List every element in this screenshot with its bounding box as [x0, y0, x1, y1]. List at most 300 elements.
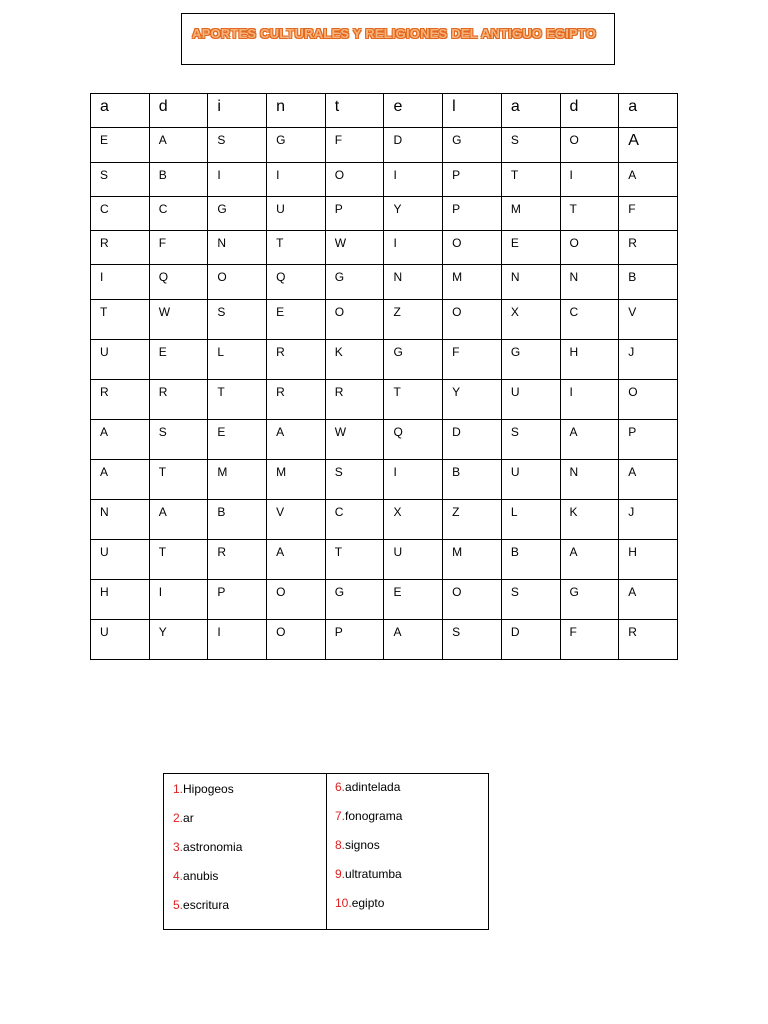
grid-cell — [91, 540, 150, 580]
grid-cell — [208, 500, 267, 540]
grid-letter: T — [510, 168, 519, 182]
grid-cell — [325, 231, 384, 265]
grid-letter: I — [100, 270, 104, 284]
grid-cell — [325, 163, 384, 197]
grid-letter: O — [276, 585, 286, 599]
grid-cell — [149, 231, 208, 265]
grid-letter: T — [276, 236, 284, 250]
grid-letter: A — [628, 585, 637, 599]
grid-cell — [149, 94, 208, 128]
grid-letter: U — [510, 465, 520, 479]
grid-letter: L — [217, 345, 225, 359]
grid-letter: C — [100, 202, 109, 216]
grid-letter: O — [217, 270, 227, 284]
grid-cell — [149, 460, 208, 500]
grid-letter: M — [452, 545, 463, 559]
grid-row — [91, 500, 678, 540]
grid-cell — [267, 420, 326, 460]
page-title: APORTES CULTURALES Y RELIGIONES DEL ANTIGUO EGIPTO — [192, 26, 597, 41]
grid-letter: S — [452, 625, 461, 639]
grid-letter: A — [628, 465, 637, 479]
grid-letter: O — [276, 625, 286, 639]
grid-letter: F — [628, 202, 636, 216]
grid-letter: O — [334, 168, 345, 182]
grid-letter: W — [158, 305, 171, 319]
grid-cell — [384, 380, 443, 420]
grid-cell — [443, 620, 502, 660]
grid-cell — [325, 94, 384, 128]
grid-letter: T — [158, 465, 167, 479]
word-item: 1.Hipogeos — [173, 782, 234, 796]
grid-letter: O — [628, 385, 638, 399]
grid-cell — [267, 580, 326, 620]
grid-cell — [325, 620, 384, 660]
grid-cell — [149, 620, 208, 660]
grid-letter: M — [452, 270, 463, 284]
grid-cell — [619, 620, 678, 660]
grid-cell — [149, 340, 208, 380]
grid-letter: P — [217, 585, 226, 599]
grid-letter: I — [217, 625, 221, 639]
grid-cell — [208, 420, 267, 460]
grid-letter: e — [393, 98, 403, 115]
grid-letter: J — [628, 345, 635, 359]
grid-cell — [619, 231, 678, 265]
grid-letter: Y — [158, 625, 167, 639]
grid-cell — [325, 300, 384, 340]
grid-cell — [267, 163, 326, 197]
grid-cell — [208, 231, 267, 265]
grid-letter: K — [334, 345, 343, 359]
grid-cell — [443, 300, 502, 340]
grid-letter: F — [452, 345, 460, 359]
grid-cell — [208, 94, 267, 128]
grid-letter: T — [393, 385, 401, 399]
grid-letter: U — [393, 545, 403, 559]
grid-cell — [560, 231, 619, 265]
grid-cell — [267, 340, 326, 380]
grid-letter: P — [334, 625, 343, 639]
grid-letter: T — [334, 545, 343, 559]
word-item: 8.signos — [335, 838, 380, 852]
grid-row — [91, 460, 678, 500]
grid-row — [91, 128, 678, 163]
grid-letter: A — [393, 625, 402, 639]
grid-cell — [208, 460, 267, 500]
grid-letter: D — [393, 133, 403, 147]
grid-cell — [501, 163, 560, 197]
grid-letter: a — [628, 98, 638, 115]
grid-letter: R — [276, 385, 285, 399]
grid-letter: O — [452, 305, 462, 319]
grid-letter: J — [628, 505, 635, 519]
grid-letter: N — [393, 270, 403, 284]
grid-letter: A — [628, 132, 639, 149]
word-item: 7.fonograma — [335, 809, 403, 823]
grid-letter: G — [334, 270, 345, 284]
grid-letter: I — [393, 236, 397, 250]
grid-cell — [619, 540, 678, 580]
grid-cell — [149, 420, 208, 460]
word-item: 2.ar — [173, 811, 194, 825]
grid-cell — [91, 128, 150, 163]
grid-letter: O — [569, 236, 579, 250]
grid-cell — [91, 380, 150, 420]
grid-cell — [560, 300, 619, 340]
grid-letter: U — [100, 625, 109, 639]
grid-letter: G — [452, 133, 462, 147]
grid-letter: S — [510, 425, 519, 439]
grid-letter: A — [276, 425, 285, 439]
grid-cell — [619, 300, 678, 340]
grid-letter: H — [628, 545, 637, 559]
grid-cell — [91, 265, 150, 300]
grid-letter: E — [158, 345, 167, 359]
grid-letter: I — [393, 465, 397, 479]
grid-cell — [267, 231, 326, 265]
grid-cell — [208, 340, 267, 380]
grid-cell — [560, 380, 619, 420]
grid-letter: P — [334, 202, 343, 216]
grid-cell — [91, 580, 150, 620]
grid-letter: N — [569, 465, 579, 479]
grid-cell — [208, 128, 267, 163]
grid-letter: B — [510, 545, 519, 559]
grid-cell — [149, 265, 208, 300]
grid-cell — [560, 94, 619, 128]
grid-letter: I — [158, 585, 163, 599]
grid-letter: I — [569, 168, 573, 182]
grid-cell — [91, 620, 150, 660]
grid-letter: D — [452, 425, 461, 439]
grid-cell — [267, 380, 326, 420]
grid-letter: S — [334, 465, 343, 479]
grid-letter: H — [100, 585, 109, 599]
grid-cell — [619, 94, 678, 128]
grid-cell — [384, 94, 443, 128]
grid-row — [91, 197, 678, 231]
grid-letter: O — [452, 585, 462, 599]
grid-letter: R — [100, 236, 109, 250]
grid-letter: A — [628, 168, 637, 182]
grid-cell — [560, 500, 619, 540]
grid-cell — [619, 163, 678, 197]
grid-cell — [325, 420, 384, 460]
grid-letter: Q — [393, 425, 403, 439]
grid-cell — [619, 380, 678, 420]
grid-letter: U — [100, 545, 109, 559]
grid-row — [91, 580, 678, 620]
grid-letter: E — [393, 585, 402, 599]
grid-cell — [208, 380, 267, 420]
grid-cell — [443, 460, 502, 500]
grid-cell — [267, 500, 326, 540]
grid-letter: S — [510, 133, 519, 147]
grid-cell — [619, 420, 678, 460]
grid-cell — [91, 300, 150, 340]
grid-row — [91, 540, 678, 580]
grid-letter: O — [569, 133, 579, 147]
grid-row — [91, 340, 678, 380]
grid-row — [91, 163, 678, 197]
word-list-left — [173, 782, 242, 927]
grid-cell — [560, 128, 619, 163]
grid-cell — [149, 500, 208, 540]
word-item: 6.adintelada — [335, 780, 401, 794]
grid-cell — [384, 340, 443, 380]
grid-letter: A — [569, 425, 578, 439]
grid-letter: X — [393, 505, 402, 519]
grid-cell — [325, 197, 384, 231]
word-item: 4.anubis — [173, 869, 219, 883]
grid-cell — [267, 94, 326, 128]
grid-letter: G — [334, 585, 345, 599]
grid-letter: R — [217, 545, 227, 559]
grid-cell — [267, 540, 326, 580]
grid-letter: R — [158, 385, 168, 399]
grid-cell — [501, 620, 560, 660]
grid-cell — [384, 128, 443, 163]
grid-row — [91, 94, 678, 128]
grid-letter: O — [452, 236, 462, 250]
grid-letter: K — [569, 505, 578, 519]
grid-letter: C — [158, 202, 168, 216]
grid-letter: Q — [276, 270, 286, 284]
grid-letter: P — [452, 202, 461, 216]
grid-letter: B — [452, 465, 461, 479]
grid-letter: I — [569, 385, 573, 399]
grid-cell — [325, 540, 384, 580]
grid-letter: O — [334, 305, 345, 319]
grid-cell — [443, 580, 502, 620]
grid-cell — [91, 197, 150, 231]
grid-letter: a — [100, 98, 109, 115]
grid-letter: M — [217, 465, 228, 479]
grid-cell — [384, 620, 443, 660]
grid-letter: n — [276, 98, 285, 115]
grid-letter: Y — [393, 202, 402, 216]
grid-cell — [208, 197, 267, 231]
grid-letter: U — [276, 202, 285, 216]
grid-letter: W — [334, 425, 347, 439]
grid-letter: X — [510, 305, 519, 319]
word-item: 3.astronomia — [173, 840, 243, 854]
grid-cell — [501, 197, 560, 231]
grid-cell — [619, 580, 678, 620]
grid-letter: A — [276, 545, 285, 559]
grid-letter: S — [217, 305, 226, 319]
grid-cell — [267, 197, 326, 231]
grid-cell — [560, 265, 619, 300]
grid-letter: l — [452, 98, 456, 115]
grid-cell — [208, 620, 267, 660]
grid-row — [91, 300, 678, 340]
grid-cell — [443, 540, 502, 580]
grid-cell — [267, 620, 326, 660]
grid-letter: N — [100, 505, 109, 519]
grid-cell — [619, 500, 678, 540]
grid-letter: R — [628, 625, 637, 639]
grid-letter: T — [217, 385, 225, 399]
grid-cell — [267, 300, 326, 340]
grid-cell — [384, 163, 443, 197]
grid-cell — [91, 500, 150, 540]
grid-cell — [208, 163, 267, 197]
grid-letter: C — [569, 305, 579, 319]
grid-cell — [501, 128, 560, 163]
grid-letter: I — [217, 168, 221, 182]
grid-letter: V — [276, 505, 285, 519]
grid-letter: N — [510, 270, 520, 284]
grid-cell — [149, 380, 208, 420]
grid-cell — [443, 197, 502, 231]
grid-cell — [619, 460, 678, 500]
grid-cell — [149, 580, 208, 620]
grid-letter: L — [510, 505, 518, 519]
grid-letter: a — [510, 98, 520, 115]
grid-cell — [91, 231, 150, 265]
grid-row — [91, 231, 678, 265]
grid-letter: d — [569, 98, 579, 115]
grid-letter: T — [158, 545, 167, 559]
grid-cell — [149, 540, 208, 580]
grid-cell — [501, 380, 560, 420]
grid-letter: Q — [158, 270, 169, 284]
grid-cell — [384, 231, 443, 265]
grid-cell — [501, 500, 560, 540]
grid-letter: P — [452, 168, 461, 182]
grid-cell — [560, 340, 619, 380]
grid-cell — [149, 197, 208, 231]
grid-letter: W — [334, 236, 347, 250]
grid-letter: Z — [393, 305, 401, 319]
grid-letter: F — [158, 236, 167, 250]
grid-letter: i — [217, 98, 221, 115]
grid-cell — [560, 163, 619, 197]
grid-cell — [501, 460, 560, 500]
grid-letter: Y — [452, 385, 461, 399]
grid-cell — [91, 340, 150, 380]
grid-cell — [443, 265, 502, 300]
grid-letter: H — [569, 345, 579, 359]
grid-letter: G — [510, 345, 521, 359]
grid-letter: d — [158, 98, 168, 115]
grid-letter: B — [628, 270, 637, 284]
grid-cell — [501, 340, 560, 380]
grid-cell — [501, 300, 560, 340]
grid-cell — [384, 197, 443, 231]
grid-cell — [560, 620, 619, 660]
grid-letter: B — [217, 505, 226, 519]
grid-letter: I — [276, 168, 280, 182]
grid-letter: F — [569, 625, 577, 639]
grid-cell — [149, 128, 208, 163]
grid-letter: N — [569, 270, 579, 284]
grid-row — [91, 620, 678, 660]
grid-cell — [91, 94, 150, 128]
word-search-grid — [90, 93, 678, 660]
grid-cell — [443, 380, 502, 420]
grid-letter: G — [276, 133, 286, 147]
word-item: 5.escritura — [173, 898, 230, 912]
grid-cell — [384, 460, 443, 500]
grid-cell — [91, 163, 150, 197]
grid-letter: C — [334, 505, 344, 519]
grid-letter: U — [510, 385, 520, 399]
grid-letter: E — [510, 236, 519, 250]
grid-cell — [384, 500, 443, 540]
grid-cell — [325, 128, 384, 163]
grid-cell — [325, 580, 384, 620]
grid-cell — [325, 500, 384, 540]
grid-letter: B — [158, 168, 167, 182]
grid-cell — [443, 420, 502, 460]
grid-cell — [443, 340, 502, 380]
grid-cell — [501, 420, 560, 460]
grid-cell — [208, 540, 267, 580]
grid-letter: A — [100, 425, 109, 439]
grid-letter: A — [158, 133, 167, 147]
grid-letter: M — [510, 202, 521, 216]
grid-cell — [384, 265, 443, 300]
grid-letter: R — [628, 236, 637, 250]
grid-cell — [267, 265, 326, 300]
grid-letter: F — [334, 133, 343, 147]
grid-cell — [208, 265, 267, 300]
grid-letter: A — [158, 505, 167, 519]
grid-cell — [384, 540, 443, 580]
grid-letter: S — [158, 425, 167, 439]
word-list-right — [335, 780, 402, 925]
grid-letter: Z — [452, 505, 460, 519]
grid-cell — [501, 231, 560, 265]
grid-letter: D — [510, 625, 520, 639]
grid-letter: E — [276, 305, 285, 319]
grid-cell — [560, 580, 619, 620]
grid-cell — [325, 460, 384, 500]
grid-cell — [384, 580, 443, 620]
grid-cell — [501, 540, 560, 580]
grid-letter: A — [569, 545, 578, 559]
grid-letter: P — [628, 425, 637, 439]
grid-cell — [149, 163, 208, 197]
grid-cell — [443, 500, 502, 540]
word-item: 10.egipto — [335, 896, 385, 910]
grid-cell — [501, 580, 560, 620]
word-item: 9.ultratumba — [335, 867, 402, 881]
grid-cell — [325, 380, 384, 420]
grid-letter: T — [569, 202, 577, 216]
grid-letter: M — [276, 465, 287, 479]
grid-cell — [443, 94, 502, 128]
title-box — [181, 13, 615, 65]
grid-cell — [443, 231, 502, 265]
grid-cell — [619, 197, 678, 231]
grid-row — [91, 380, 678, 420]
grid-cell — [91, 460, 150, 500]
grid-cell — [208, 300, 267, 340]
grid-cell — [501, 94, 560, 128]
grid-cell — [560, 420, 619, 460]
grid-cell — [560, 460, 619, 500]
grid-cell — [619, 340, 678, 380]
grid-cell — [501, 265, 560, 300]
grid-cell — [619, 265, 678, 300]
grid-cell — [443, 163, 502, 197]
grid-letter: R — [100, 385, 109, 399]
grid-letter: G — [393, 345, 403, 359]
grid-cell — [91, 420, 150, 460]
